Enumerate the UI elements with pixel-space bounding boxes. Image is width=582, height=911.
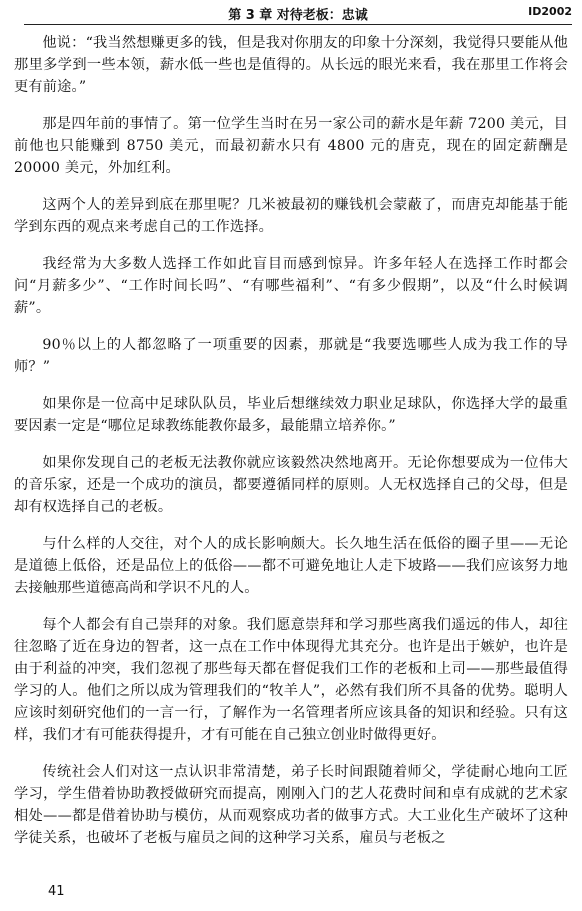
- paragraph: 那是四年前的事情了。第一位学生当时在另一家公司的薪水是年薪 7200 美元，目前他也只能赚到 8750 美元，而最初薪水只有 4800 元的唐克，现在的固定薪酬是 20000 美元，外加红利。: [14, 116, 568, 176]
- paragraph: 我经常为大多数人选择工作如此盲目而感到惊异。许多年轻人在选择工作时都会问“月薪多少”、“工作时间长吗”、“有哪些福利”、“有多少假期”，以及“什么时候调薪”。: [14, 256, 568, 316]
- chapter-title: 第 3 章 对待老板：忠诚: [228, 8, 368, 23]
- paragraph: 如果你是一位高中足球队队员，毕业后想继续效力职业足球队，你选择大学的最重要因素一定是“哪位足球教练能教你最多，最能鼎立培养你。”: [14, 396, 568, 434]
- paragraph: 与什么样的人交往，对个人的成长影响颇大。长久地生活在低俗的圈子里——无论是道德上低俗，还是品位上的低俗——都不可避免地让人走下坡路——我们应该努力地去接触那些道德高尚和学识不凡的人。: [14, 536, 568, 596]
- running-header: [24, 0, 572, 25]
- document-code: ID2002: [528, 5, 572, 18]
- paragraph: 如果你发现自己的老板无法教你就应该毅然决然地离开。无论你想要成为一位伟大的音乐家，还是一个成功的演员，都要遵循同样的原则。人无权选择自己的父母，但是却有权选择自己的老板。: [14, 455, 568, 515]
- page-number: 41: [48, 884, 65, 899]
- paragraph: 他说：“我当然想赚更多的钱，但是我对你朋友的印象十分深刻，我觉得只要能从他那里多学到一些本领，薪水低一些也是值得的。从长远的眼光来看，我在那里工作将会更有前途。”: [14, 35, 568, 95]
- paragraph: 90％以上的人都忽略了一项重要的因素，那就是“我要选哪些人成为我工作的导师？”: [14, 337, 568, 375]
- paragraph: 这两个人的差异到底在那里呢？几米被最初的赚钱机会蒙蔽了，而唐克却能基于能学到东西的观点来考虑自己的工作选择。: [14, 197, 568, 235]
- paragraph: 每个人都会有自己崇拜的对象。我们愿意崇拜和学习那些离我们遥远的伟人，却往往忽略了近在身边的智者，这一点在工作中体现得尤其充分。也许是出于嫉妒，也许是由于利益的冲突，我们忽视了那些每天都在督促我们工作的老板和上司——那些最值得学习的人。他们之所以成为管理我们的“牧羊人”，必然有我们所不具备的优势。聪明人应该时刻研究他们的一言一行，了解作为一名管理者所应该具备的知识和经验。只有这样，我们才有可能获得提升，才有可能在自己独立创业时做得更好。: [14, 617, 568, 743]
- page-body: [14, 32, 568, 864]
- paragraph: 传统社会人们对这一点认识非常清楚，弟子长时间跟随着师父，学徒耐心地向工匠学习，学生借着协助教授做研究而提高，刚刚入门的艺人花费时间和卓有成就的艺术家相处——都是借着协助与模仿，从而观察成功者的做事方式。大工业化生产破坏了这种学徒关系，也破坏了老板与雇员之间的这种学习关系，雇员与老板之: [14, 764, 568, 846]
